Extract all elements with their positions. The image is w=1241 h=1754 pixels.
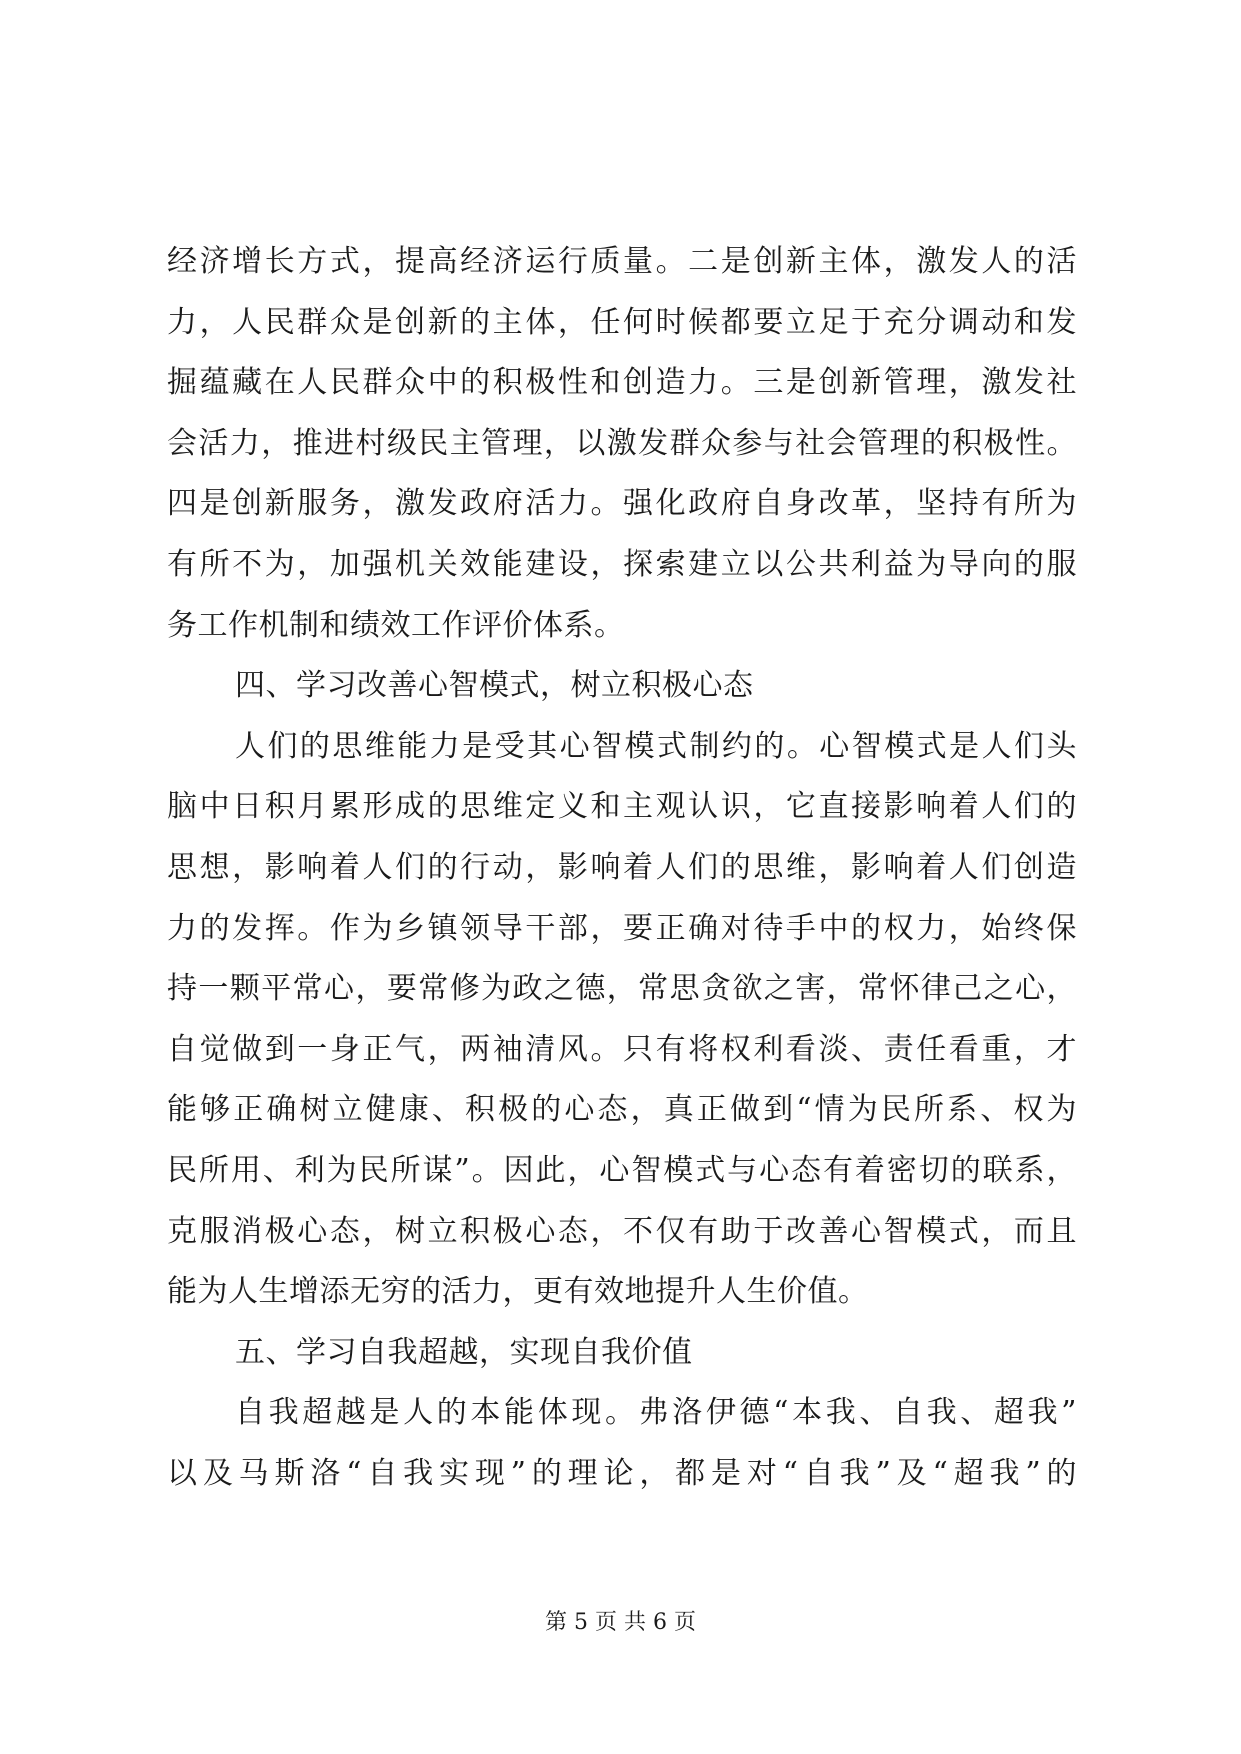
body-text <box>167 232 1077 1504</box>
text-line: 有所不为，加强机关效能建设，探索建立以公共利益为导向的服 <box>167 546 1077 582</box>
text-line: 四、学习改善心智模式，树立积极心态 <box>235 668 754 704</box>
text-line: 脑中日积月累形成的思维定义和主观认识，它直接影响着人们的 <box>167 789 1077 825</box>
text-line: 务工作机制和绩效工作评价体系。 <box>167 607 625 643</box>
text-line: 掘蕴藏在人民群众中的积极性和创造力。三是创新管理，激发社 <box>167 365 1077 401</box>
page-footer: 第 5 页 共 6 页 <box>545 1610 696 1635</box>
text-line: 自我超越是人的本能体现。弗洛伊德“本我、自我、超我” <box>235 1395 1077 1431</box>
text-line: 人们的思维能力是受其心智模式制约的。心智模式是人们头 <box>235 728 1077 764</box>
text-line: 经济增长方式，提高经济运行质量。二是创新主体，激发人的活 <box>167 244 1077 279</box>
text-line: 四是创新服务，激发政府活力。强化政府自身改革，坚持有所为 <box>167 486 1077 522</box>
text-line: 会活力，推进村级民主管理，以激发群众参与社会管理的积极性。 <box>167 425 1077 461</box>
text-line: 能够正确树立健康、积极的心态，真正做到“情为民所系、权为 <box>167 1092 1077 1128</box>
text-line: 能为人生增添无穷的活力，更有效地提升人生价值。 <box>167 1274 869 1310</box>
text-line: 力，人民群众是创新的主体，任何时候都要立足于充分调动和发 <box>167 304 1077 340</box>
text-line: 五、学习自我超越，实现自我价值 <box>235 1334 693 1370</box>
text-line: 自觉做到一身正气，两袖清风。只有将权利看淡、责任看重，才 <box>167 1031 1077 1067</box>
text-line: 以及马斯洛“自我实现”的理论，都是对“自我”及“超我”的 <box>167 1455 1077 1491</box>
text-line: 力的发挥。作为乡镇领导干部，要正确对待手中的权力，始终保 <box>167 910 1077 946</box>
text-line: 思想，影响着人们的行动，影响着人们的思维，影响着人们创造 <box>167 849 1077 885</box>
text-line: 持一颗平常心，要常修为政之德，常思贪欲之害，常怀律己之心， <box>167 971 1077 1007</box>
text-line: 克服消极心态，树立积极心态，不仅有助于改善心智模式，而且 <box>167 1213 1077 1249</box>
text-line: 民所用、利为民所谋”。因此，心智模式与心态有着密切的联系， <box>167 1152 1077 1188</box>
